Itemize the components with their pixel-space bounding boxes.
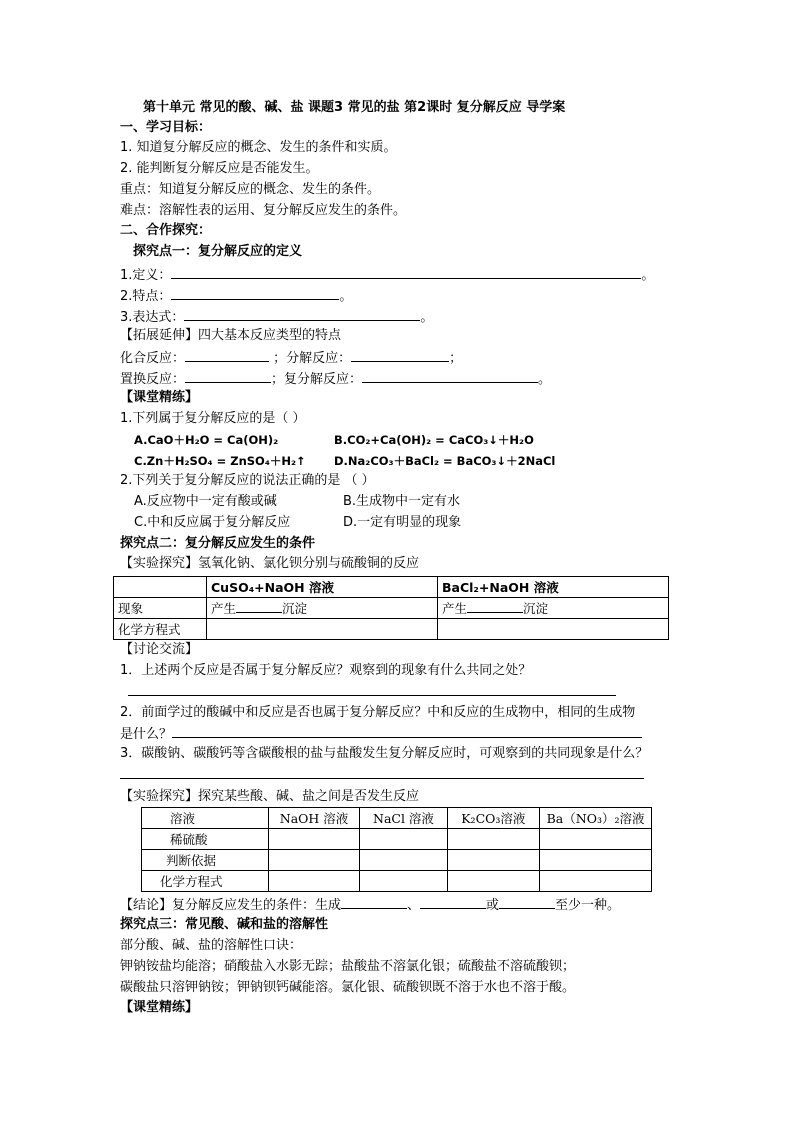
definition-line — [120, 265, 654, 285]
row-label-equation: 化学方程式 — [114, 619, 207, 640]
solubility-intro: 部分酸、碱、盐的溶解性口诀： — [120, 938, 303, 953]
reaction-types-line-1 — [120, 348, 462, 368]
conclusion-or: 或 — [486, 898, 500, 913]
precipitate-blank-2[interactable] — [467, 599, 523, 613]
table-cell[interactable] — [447, 850, 540, 871]
replacement-label: 置换反应： — [120, 372, 186, 387]
characteristic-line — [120, 286, 352, 306]
combination-blank[interactable] — [185, 348, 269, 362]
q1-option-d[interactable]: D.Na₂CO₃＋BaCl₂ = BaCO₃↓＋2NaCl — [334, 454, 556, 468]
discussion-q1-answer-line[interactable] — [128, 682, 616, 702]
table-cell — [114, 577, 207, 598]
row-label-dilute-acid: 稀硫酸 — [142, 829, 269, 850]
expression-end: 。 — [420, 310, 434, 325]
experiment-2-title: 【实验探究】探究某些酸、碱、盐之间是否发生反应 — [120, 789, 420, 804]
question-1: 1.下列属于复分解反应的是（ ） — [120, 411, 306, 426]
equation-cell-2[interactable] — [438, 619, 669, 640]
table-cell[interactable] — [360, 829, 447, 850]
goal-2: 2. 能判断复分解反应是否能发生。 — [120, 161, 319, 176]
goal-1: 1. 知道复分解反应的概念、发生的条件和实质。 — [120, 140, 397, 155]
table-cell[interactable] — [540, 829, 652, 850]
combination-label: 化合反应： — [120, 351, 186, 366]
characteristic-end: 。 — [339, 289, 353, 304]
table-cell[interactable] — [540, 871, 652, 892]
table-row — [142, 808, 652, 829]
table-cell[interactable] — [360, 871, 447, 892]
explore-1-title: 探究点一：复分解反应的定义 — [133, 244, 303, 259]
solubility-rhyme-1: 钾钠铵盐均能溶；硝酸盐入水影无踪；盐酸盐不溶氯化银；硫酸盐不溶硫酸钡； — [120, 959, 576, 974]
table-header: CuSO₄+NaOH 溶液 — [207, 577, 438, 598]
characteristic-label: 2.特点： — [120, 289, 172, 304]
table-row — [114, 577, 669, 598]
key-point: 重点：知道复分解反应的概念、发生的条件。 — [120, 182, 381, 197]
table-row — [142, 829, 652, 850]
table-header: BaCl₂+NaOH 溶液 — [438, 577, 669, 598]
table-cell[interactable] — [360, 850, 447, 871]
line-1-end: ； — [449, 351, 463, 366]
expression-line — [120, 307, 433, 327]
discussion-q3: 3．碳酸钠、碳酸钙等含碳酸根的盐与盐酸发生复分解反应时，可观察到的共同现象是什么？ — [120, 746, 649, 761]
difficult-point: 难点：溶解性表的运用、复分解反应发生的条件。 — [120, 203, 407, 218]
definition-blank[interactable] — [171, 265, 641, 279]
discussion-q2-answer-line[interactable] — [172, 724, 642, 738]
row-label-phenomenon: 现象 — [114, 598, 207, 619]
discussion-q1: 1．上述两个反应是否属于复分解反应？观察到的现象有什么共同之处？ — [120, 663, 532, 678]
q2-option-d[interactable]: D.一定有明显的现象 — [343, 515, 462, 530]
phenomenon-cell-1 — [207, 598, 438, 619]
extension-title: 【拓展延伸】四大基本反应类型的特点 — [120, 328, 342, 343]
double-decomp-label: ；复分解反应： — [271, 372, 363, 387]
produce-label: 产生 — [442, 601, 468, 616]
equation-cell-1[interactable] — [207, 619, 438, 640]
line-2-end: 。 — [538, 372, 552, 387]
produce-label: 产生 — [211, 601, 237, 616]
table-cell[interactable] — [268, 829, 360, 850]
table-row — [142, 871, 652, 892]
table-cell[interactable] — [540, 850, 652, 871]
discussion-q3-answer-line[interactable] — [120, 765, 644, 785]
q1-option-b[interactable]: B.CO₂+Ca(OH)₂ = CaCO₃↓＋H₂O — [334, 433, 534, 447]
conclusion-blank-1[interactable] — [341, 895, 407, 909]
q1-option-c[interactable]: C.Zn＋H₂SO₄ = ZnSO₄＋H₂↑ — [134, 454, 306, 468]
explore-2-title: 探究点二：复分解反应发生的条件 — [120, 536, 316, 551]
decomposition-label: ；分解反应： — [273, 351, 352, 366]
row-label-equation: 化学方程式 — [142, 871, 269, 892]
table-cell[interactable] — [268, 871, 360, 892]
table-cell[interactable] — [268, 850, 360, 871]
table-row — [142, 850, 652, 871]
conclusion-end: 至少一种。 — [555, 898, 621, 913]
conclusion-label: 【结论】复分解反应发生的条件：生成 — [120, 898, 342, 913]
reaction-types-line-2 — [120, 369, 551, 389]
precipitate-blank-1[interactable] — [236, 599, 282, 613]
precipitate-label: 沉淀 — [282, 601, 308, 616]
conclusion-blank-2[interactable] — [420, 895, 486, 909]
table-header: 溶液 — [142, 808, 269, 829]
characteristic-blank[interactable] — [171, 286, 339, 300]
discussion-q2: 2．前面学过的酸碱中和反应是否也属于复分解反应？中和反应的生成物中，相同的生成物 — [120, 705, 636, 720]
section-1-heading: 一、学习目标： — [120, 120, 212, 135]
q1-option-a[interactable]: A.CaO＋H₂O = Ca(OH)₂ — [134, 433, 279, 447]
double-decomp-blank[interactable] — [362, 369, 538, 383]
page-title: 第十单元 常见的酸、碱、盐 课题3 常见的盐 第2课时 复分解反应 导学案 — [143, 100, 566, 115]
q2-option-b[interactable]: B.生成物中一定有水 — [343, 494, 461, 509]
q2-option-c[interactable]: C.中和反应属于复分解反应 — [134, 515, 291, 530]
question-2: 2.下列关于复分解反应的说法正确的是 （ ） — [120, 473, 375, 488]
table-header: NaCl 溶液 — [360, 808, 447, 829]
decomposition-blank[interactable] — [351, 348, 449, 362]
solubility-rhyme-2: 碳酸盐只溶钾钠铵；钾钠钡钙碱能溶。氯化银、硫酸钡既不溶于水也不溶于酸。 — [120, 980, 576, 995]
table-cell[interactable] — [447, 871, 540, 892]
definition-end: 。 — [641, 268, 655, 283]
table-header: K₂CO₃溶液 — [447, 808, 540, 829]
table-header: Ba（NO₃）₂溶液 — [540, 808, 652, 829]
discussion-q2-cont — [120, 724, 642, 744]
experiment-1-table — [113, 576, 669, 640]
table-row — [114, 598, 669, 619]
conclusion-sep: 、 — [407, 898, 421, 913]
phenomenon-cell-2 — [438, 598, 669, 619]
explore-3-title: 探究点三：常见酸、碱和盐的溶解性 — [120, 917, 329, 932]
replacement-blank[interactable] — [185, 369, 271, 383]
practice-2-title: 【课堂精练】 — [120, 1000, 199, 1015]
table-header: NaOH 溶液 — [268, 808, 360, 829]
experiment-2-table — [141, 807, 652, 892]
expression-label: 3.表达式： — [120, 310, 185, 325]
row-label-basis: 判断依据 — [142, 850, 269, 871]
conclusion-blank-3[interactable] — [499, 895, 555, 909]
discussion-title: 【讨论交流】 — [120, 642, 199, 657]
section-2-heading: 二、合作探究： — [120, 223, 212, 238]
conclusion-line — [120, 895, 620, 915]
practice-1-title: 【课堂精练】 — [120, 390, 199, 405]
precipitate-label: 沉淀 — [523, 601, 549, 616]
expression-blank[interactable] — [184, 307, 420, 321]
table-row — [114, 619, 669, 640]
experiment-1-title: 【实验探究】氢氧化钠、氯化钡分别与硫酸铜的反应 — [120, 556, 420, 571]
definition-label: 1.定义： — [120, 268, 172, 283]
discussion-q2-tail: 是什么？ — [120, 727, 173, 742]
q2-option-a[interactable]: A.反应物中一定有酸或碱 — [134, 494, 277, 509]
table-cell[interactable] — [447, 829, 540, 850]
